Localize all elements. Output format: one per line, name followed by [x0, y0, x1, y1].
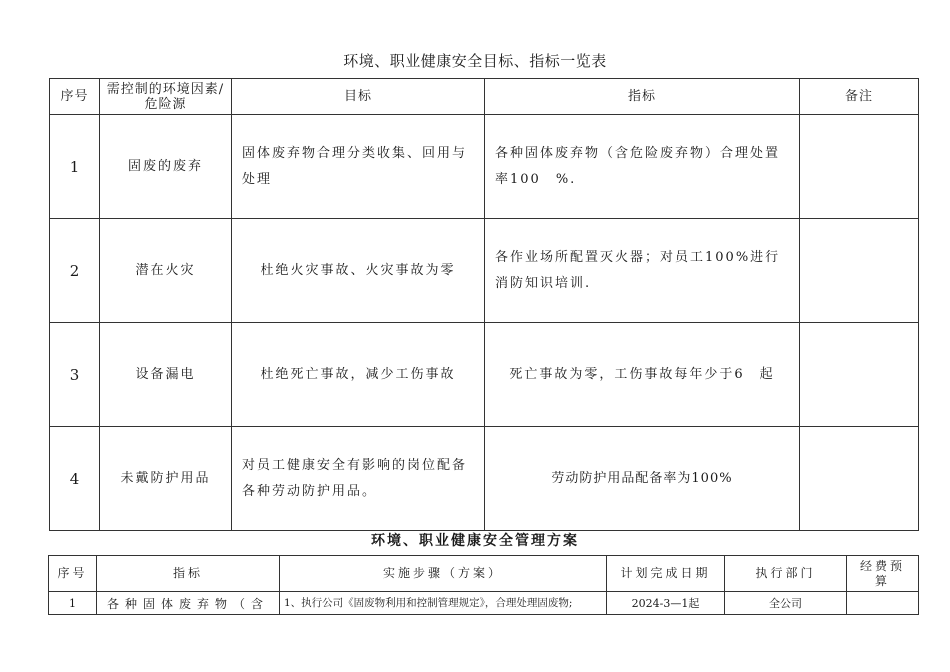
row-date: 2024-3—1起	[607, 592, 725, 615]
table-row	[50, 115, 919, 219]
header-indicator: 指标	[97, 556, 280, 592]
header-indicator: 指标	[485, 79, 800, 115]
row-no: 3	[50, 323, 100, 427]
row-note	[800, 115, 919, 219]
row-indicator: 各作业场所配置灭火器；对员工100%进行消防知识培训.	[485, 219, 800, 323]
header-note: 备注	[800, 79, 919, 115]
row-note	[800, 427, 919, 531]
table-row	[50, 323, 919, 427]
row-no: 1	[49, 592, 97, 615]
table-header-row	[49, 556, 919, 592]
section-title: 环境、职业健康安全管理方案	[371, 533, 579, 549]
row-note	[800, 219, 919, 323]
row-target: 对员工健康安全有影响的岗位配备各种劳动防护用品。	[232, 427, 485, 531]
header-steps: 实施步骤（方案）	[280, 556, 607, 592]
row-factor: 潜在火灾	[100, 219, 232, 323]
header-factor: 需控制的环境因素/ 危险源	[100, 79, 232, 115]
header-no: 序号	[49, 556, 97, 592]
row-no: 4	[50, 427, 100, 531]
row-indicator: 死亡事故为零，工伤事故每年少于6 起	[485, 323, 800, 427]
row-note	[800, 323, 919, 427]
management-plan-table	[48, 555, 919, 615]
row-no: 1	[50, 115, 100, 219]
row-factor: 固废的废弃	[100, 115, 232, 219]
header-target: 目标	[232, 79, 485, 115]
header-date: 计划完成日期	[607, 556, 725, 592]
row-factor: 未戴防护用品	[100, 427, 232, 531]
header-budget: 经费预算	[847, 556, 919, 592]
row-dept: 全公司	[725, 592, 847, 615]
table-row	[50, 427, 919, 531]
row-budget	[847, 592, 919, 615]
row-indicator: 各种固体废弃物（含危险废弃物）合理处置率100 %.	[485, 115, 800, 219]
table-row	[50, 219, 919, 323]
header-no: 序号	[50, 79, 100, 115]
row-target: 杜绝火灾事故、火灾事故为零	[232, 219, 485, 323]
objectives-table	[49, 78, 919, 531]
row-target: 杜绝死亡事故，减少工伤事故	[232, 323, 485, 427]
row-indicator: 劳动防护用品配备率为100%	[485, 427, 800, 531]
row-factor: 设备漏电	[100, 323, 232, 427]
row-indicator: 各种固体废弃物（含	[97, 592, 280, 615]
row-target: 固体废弃物合理分类收集、回用与处理	[232, 115, 485, 219]
row-no: 2	[50, 219, 100, 323]
table-header-row	[50, 79, 919, 115]
header-dept: 执行部门	[725, 556, 847, 592]
row-steps: 1、执行公司《固废物利用和控制管理规定》，合理处理固废物;	[280, 592, 607, 615]
page-title: 环境、职业健康安全目标、指标一览表	[343, 52, 607, 70]
table-row	[49, 592, 919, 615]
